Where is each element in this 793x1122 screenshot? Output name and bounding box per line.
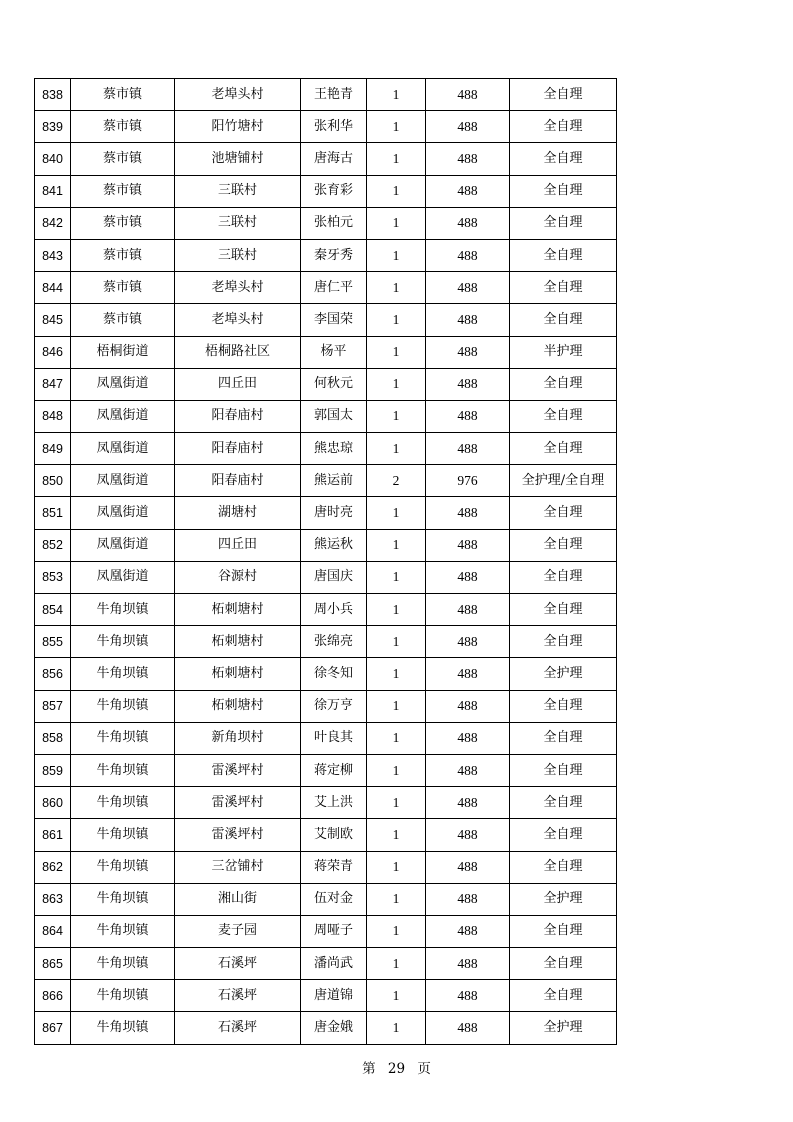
cell-care-level: 全自理	[510, 368, 617, 400]
cell-amount: 488	[426, 883, 510, 915]
cell-count: 1	[367, 948, 426, 980]
cell-person-name: 艾上洪	[301, 787, 367, 819]
cell-serial-number: 855	[35, 626, 71, 658]
cell-serial-number: 843	[35, 239, 71, 271]
footer-suffix: 页	[417, 1061, 431, 1077]
cell-count: 1	[367, 626, 426, 658]
cell-serial-number: 866	[35, 980, 71, 1012]
cell-village: 湘山街	[175, 883, 301, 915]
cell-care-level: 全自理	[510, 239, 617, 271]
cell-village: 石溪坪	[175, 948, 301, 980]
cell-person-name: 张利华	[301, 111, 367, 143]
cell-serial-number: 850	[35, 465, 71, 497]
cell-person-name: 熊忠琼	[301, 433, 367, 465]
cell-amount: 488	[426, 948, 510, 980]
cell-amount: 488	[426, 851, 510, 883]
cell-town: 梧桐街道	[71, 336, 175, 368]
cell-village: 雷溪坪村	[175, 819, 301, 851]
footer-page-number: 29	[387, 1061, 406, 1077]
cell-amount: 488	[426, 239, 510, 271]
cell-town: 牛角坝镇	[71, 883, 175, 915]
table-row	[35, 626, 617, 658]
cell-care-level: 全自理	[510, 529, 617, 561]
cell-care-level: 全护理	[510, 1012, 617, 1044]
cell-care-level: 全自理	[510, 497, 617, 529]
cell-count: 1	[367, 400, 426, 432]
cell-town: 牛角坝镇	[71, 787, 175, 819]
cell-village: 石溪坪	[175, 980, 301, 1012]
cell-town: 蔡市镇	[71, 79, 175, 111]
table-row	[35, 239, 617, 271]
cell-serial-number: 865	[35, 948, 71, 980]
cell-serial-number: 842	[35, 207, 71, 239]
cell-count: 1	[367, 143, 426, 175]
cell-serial-number: 854	[35, 594, 71, 626]
cell-town: 蔡市镇	[71, 272, 175, 304]
cell-count: 1	[367, 79, 426, 111]
cell-serial-number: 849	[35, 433, 71, 465]
cell-amount: 488	[426, 787, 510, 819]
cell-count: 1	[367, 368, 426, 400]
table-row	[35, 79, 617, 111]
table-row	[35, 336, 617, 368]
cell-count: 1	[367, 207, 426, 239]
table-row	[35, 883, 617, 915]
cell-count: 1	[367, 915, 426, 947]
table-row	[35, 304, 617, 336]
cell-village: 池塘铺村	[175, 143, 301, 175]
cell-village: 梧桐路社区	[175, 336, 301, 368]
cell-village: 老埠头村	[175, 79, 301, 111]
cell-village: 麦子园	[175, 915, 301, 947]
cell-count: 1	[367, 304, 426, 336]
cell-person-name: 李国荣	[301, 304, 367, 336]
cell-amount: 488	[426, 1012, 510, 1044]
cell-care-level: 全自理	[510, 690, 617, 722]
page-footer	[0, 1057, 793, 1077]
cell-village: 老埠头村	[175, 272, 301, 304]
cell-person-name: 周小兵	[301, 594, 367, 626]
cell-person-name: 熊运秋	[301, 529, 367, 561]
cell-care-level: 全护理	[510, 658, 617, 690]
cell-person-name: 何秋元	[301, 368, 367, 400]
cell-serial-number: 856	[35, 658, 71, 690]
cell-village: 三岔铺村	[175, 851, 301, 883]
cell-amount: 488	[426, 79, 510, 111]
cell-care-level: 全自理	[510, 948, 617, 980]
cell-care-level: 全自理	[510, 79, 617, 111]
table-row	[35, 143, 617, 175]
cell-town: 凤凰街道	[71, 433, 175, 465]
cell-care-level: 全自理	[510, 626, 617, 658]
cell-count: 1	[367, 690, 426, 722]
cell-amount: 488	[426, 626, 510, 658]
cell-village: 雷溪坪村	[175, 754, 301, 786]
table-row	[35, 497, 617, 529]
cell-town: 牛角坝镇	[71, 722, 175, 754]
cell-person-name: 唐国庆	[301, 561, 367, 593]
cell-village: 阳春庙村	[175, 465, 301, 497]
table-row	[35, 175, 617, 207]
cell-amount: 488	[426, 980, 510, 1012]
table-row	[35, 787, 617, 819]
cell-care-level: 全自理	[510, 272, 617, 304]
cell-village: 柘刺塘村	[175, 626, 301, 658]
table-row	[35, 658, 617, 690]
cell-count: 1	[367, 754, 426, 786]
cell-person-name: 叶良其	[301, 722, 367, 754]
cell-village: 新角坝村	[175, 722, 301, 754]
cell-amount: 488	[426, 819, 510, 851]
cell-count: 1	[367, 658, 426, 690]
cell-count: 1	[367, 529, 426, 561]
cell-serial-number: 864	[35, 915, 71, 947]
cell-amount: 488	[426, 175, 510, 207]
cell-care-level: 全护理/全自理	[510, 465, 617, 497]
table-row	[35, 111, 617, 143]
table-row	[35, 594, 617, 626]
cell-amount: 488	[426, 433, 510, 465]
cell-amount: 488	[426, 529, 510, 561]
cell-village: 三联村	[175, 239, 301, 271]
cell-amount: 488	[426, 368, 510, 400]
cell-village: 柘刺塘村	[175, 690, 301, 722]
cell-amount: 488	[426, 754, 510, 786]
cell-person-name: 唐时亮	[301, 497, 367, 529]
cell-town: 牛角坝镇	[71, 948, 175, 980]
cell-amount: 976	[426, 465, 510, 497]
cell-count: 1	[367, 239, 426, 271]
table-row	[35, 433, 617, 465]
cell-care-level: 全自理	[510, 433, 617, 465]
cell-person-name: 唐仁平	[301, 272, 367, 304]
cell-serial-number: 857	[35, 690, 71, 722]
cell-serial-number: 851	[35, 497, 71, 529]
cell-count: 1	[367, 819, 426, 851]
table-row	[35, 722, 617, 754]
cell-amount: 488	[426, 658, 510, 690]
cell-amount: 488	[426, 304, 510, 336]
cell-village: 四丘田	[175, 529, 301, 561]
cell-town: 牛角坝镇	[71, 980, 175, 1012]
table-row	[35, 465, 617, 497]
cell-person-name: 唐道锦	[301, 980, 367, 1012]
cell-count: 1	[367, 433, 426, 465]
table-row	[35, 915, 617, 947]
cell-town: 牛角坝镇	[71, 819, 175, 851]
cell-town: 凤凰街道	[71, 561, 175, 593]
cell-care-level: 全自理	[510, 111, 617, 143]
cell-count: 1	[367, 883, 426, 915]
cell-person-name: 蒋定柳	[301, 754, 367, 786]
cell-care-level: 全自理	[510, 304, 617, 336]
cell-person-name: 王艳青	[301, 79, 367, 111]
cell-serial-number: 853	[35, 561, 71, 593]
cell-serial-number: 846	[35, 336, 71, 368]
cell-care-level: 全自理	[510, 143, 617, 175]
cell-village: 湖塘村	[175, 497, 301, 529]
cell-serial-number: 867	[35, 1012, 71, 1044]
cell-count: 1	[367, 787, 426, 819]
table-row	[35, 819, 617, 851]
cell-care-level: 全自理	[510, 722, 617, 754]
table-row	[35, 980, 617, 1012]
cell-town: 凤凰街道	[71, 465, 175, 497]
cell-village: 柘刺塘村	[175, 658, 301, 690]
cell-person-name: 唐海古	[301, 143, 367, 175]
cell-care-level: 全自理	[510, 561, 617, 593]
cell-serial-number: 863	[35, 883, 71, 915]
cell-town: 蔡市镇	[71, 175, 175, 207]
cell-town: 蔡市镇	[71, 111, 175, 143]
cell-amount: 488	[426, 915, 510, 947]
cell-amount: 488	[426, 722, 510, 754]
cell-care-level: 全护理	[510, 883, 617, 915]
cell-town: 牛角坝镇	[71, 658, 175, 690]
cell-count: 1	[367, 561, 426, 593]
cell-amount: 488	[426, 272, 510, 304]
cell-village: 老埠头村	[175, 304, 301, 336]
cell-person-name: 徐冬知	[301, 658, 367, 690]
cell-town: 凤凰街道	[71, 497, 175, 529]
footer-prefix: 第	[362, 1061, 376, 1077]
cell-village: 三联村	[175, 207, 301, 239]
cell-count: 1	[367, 497, 426, 529]
cell-amount: 488	[426, 400, 510, 432]
cell-person-name: 张育彩	[301, 175, 367, 207]
cell-town: 凤凰街道	[71, 368, 175, 400]
cell-count: 1	[367, 722, 426, 754]
cell-town: 蔡市镇	[71, 239, 175, 271]
cell-count: 1	[367, 851, 426, 883]
cell-care-level: 全自理	[510, 819, 617, 851]
cell-town: 牛角坝镇	[71, 626, 175, 658]
table-row	[35, 561, 617, 593]
cell-serial-number: 840	[35, 143, 71, 175]
cell-care-level: 全自理	[510, 787, 617, 819]
cell-serial-number: 859	[35, 754, 71, 786]
cell-count: 1	[367, 272, 426, 304]
cell-serial-number: 862	[35, 851, 71, 883]
cell-person-name: 徐万亨	[301, 690, 367, 722]
cell-care-level: 全自理	[510, 175, 617, 207]
cell-person-name: 唐金娥	[301, 1012, 367, 1044]
table-row	[35, 400, 617, 432]
cell-count: 1	[367, 980, 426, 1012]
cell-amount: 488	[426, 690, 510, 722]
cell-amount: 488	[426, 207, 510, 239]
cell-care-level: 全自理	[510, 980, 617, 1012]
cell-town: 牛角坝镇	[71, 754, 175, 786]
cell-amount: 488	[426, 336, 510, 368]
cell-count: 1	[367, 111, 426, 143]
cell-person-name: 艾制欧	[301, 819, 367, 851]
cell-serial-number: 841	[35, 175, 71, 207]
cell-care-level: 全自理	[510, 594, 617, 626]
cell-town: 蔡市镇	[71, 304, 175, 336]
cell-person-name: 张绵亮	[301, 626, 367, 658]
cell-serial-number: 858	[35, 722, 71, 754]
cell-village: 阳竹塘村	[175, 111, 301, 143]
cell-count: 1	[367, 594, 426, 626]
cell-village: 阳春庙村	[175, 433, 301, 465]
cell-person-name: 潘尚武	[301, 948, 367, 980]
table-row	[35, 754, 617, 786]
cell-count: 1	[367, 336, 426, 368]
cell-count: 1	[367, 175, 426, 207]
table-row	[35, 368, 617, 400]
cell-town: 凤凰街道	[71, 400, 175, 432]
cell-amount: 488	[426, 497, 510, 529]
cell-village: 阳春庙村	[175, 400, 301, 432]
cell-town: 牛角坝镇	[71, 851, 175, 883]
cell-serial-number: 861	[35, 819, 71, 851]
table-row	[35, 948, 617, 980]
table-row	[35, 529, 617, 561]
cell-amount: 488	[426, 143, 510, 175]
cell-village: 三联村	[175, 175, 301, 207]
cell-serial-number: 852	[35, 529, 71, 561]
cell-care-level: 全自理	[510, 207, 617, 239]
cell-serial-number: 845	[35, 304, 71, 336]
cell-person-name: 杨平	[301, 336, 367, 368]
cell-person-name: 郭国太	[301, 400, 367, 432]
cell-person-name: 周哑子	[301, 915, 367, 947]
cell-serial-number: 838	[35, 79, 71, 111]
cell-village: 谷源村	[175, 561, 301, 593]
table-row	[35, 272, 617, 304]
cell-serial-number: 844	[35, 272, 71, 304]
table-row	[35, 851, 617, 883]
cell-town: 凤凰街道	[71, 529, 175, 561]
roster-table-body	[35, 79, 617, 1045]
cell-serial-number: 847	[35, 368, 71, 400]
cell-care-level: 全自理	[510, 754, 617, 786]
cell-care-level: 半护理	[510, 336, 617, 368]
roster-table	[34, 78, 617, 1045]
cell-town: 蔡市镇	[71, 143, 175, 175]
cell-person-name: 张柏元	[301, 207, 367, 239]
cell-town: 牛角坝镇	[71, 594, 175, 626]
cell-amount: 488	[426, 561, 510, 593]
cell-count: 1	[367, 1012, 426, 1044]
table-row	[35, 207, 617, 239]
cell-town: 牛角坝镇	[71, 690, 175, 722]
cell-care-level: 全自理	[510, 400, 617, 432]
cell-town: 牛角坝镇	[71, 915, 175, 947]
cell-serial-number: 848	[35, 400, 71, 432]
cell-care-level: 全自理	[510, 915, 617, 947]
cell-village: 四丘田	[175, 368, 301, 400]
cell-serial-number: 860	[35, 787, 71, 819]
table-row	[35, 1012, 617, 1044]
cell-serial-number: 839	[35, 111, 71, 143]
cell-village: 雷溪坪村	[175, 787, 301, 819]
cell-amount: 488	[426, 111, 510, 143]
cell-count: 2	[367, 465, 426, 497]
cell-person-name: 熊运前	[301, 465, 367, 497]
table-row	[35, 690, 617, 722]
cell-person-name: 蒋荣青	[301, 851, 367, 883]
cell-care-level: 全自理	[510, 851, 617, 883]
cell-town: 蔡市镇	[71, 207, 175, 239]
cell-person-name: 伍对金	[301, 883, 367, 915]
cell-person-name: 秦牙秀	[301, 239, 367, 271]
cell-town: 牛角坝镇	[71, 1012, 175, 1044]
cell-amount: 488	[426, 594, 510, 626]
cell-village: 柘刺塘村	[175, 594, 301, 626]
cell-village: 石溪坪	[175, 1012, 301, 1044]
